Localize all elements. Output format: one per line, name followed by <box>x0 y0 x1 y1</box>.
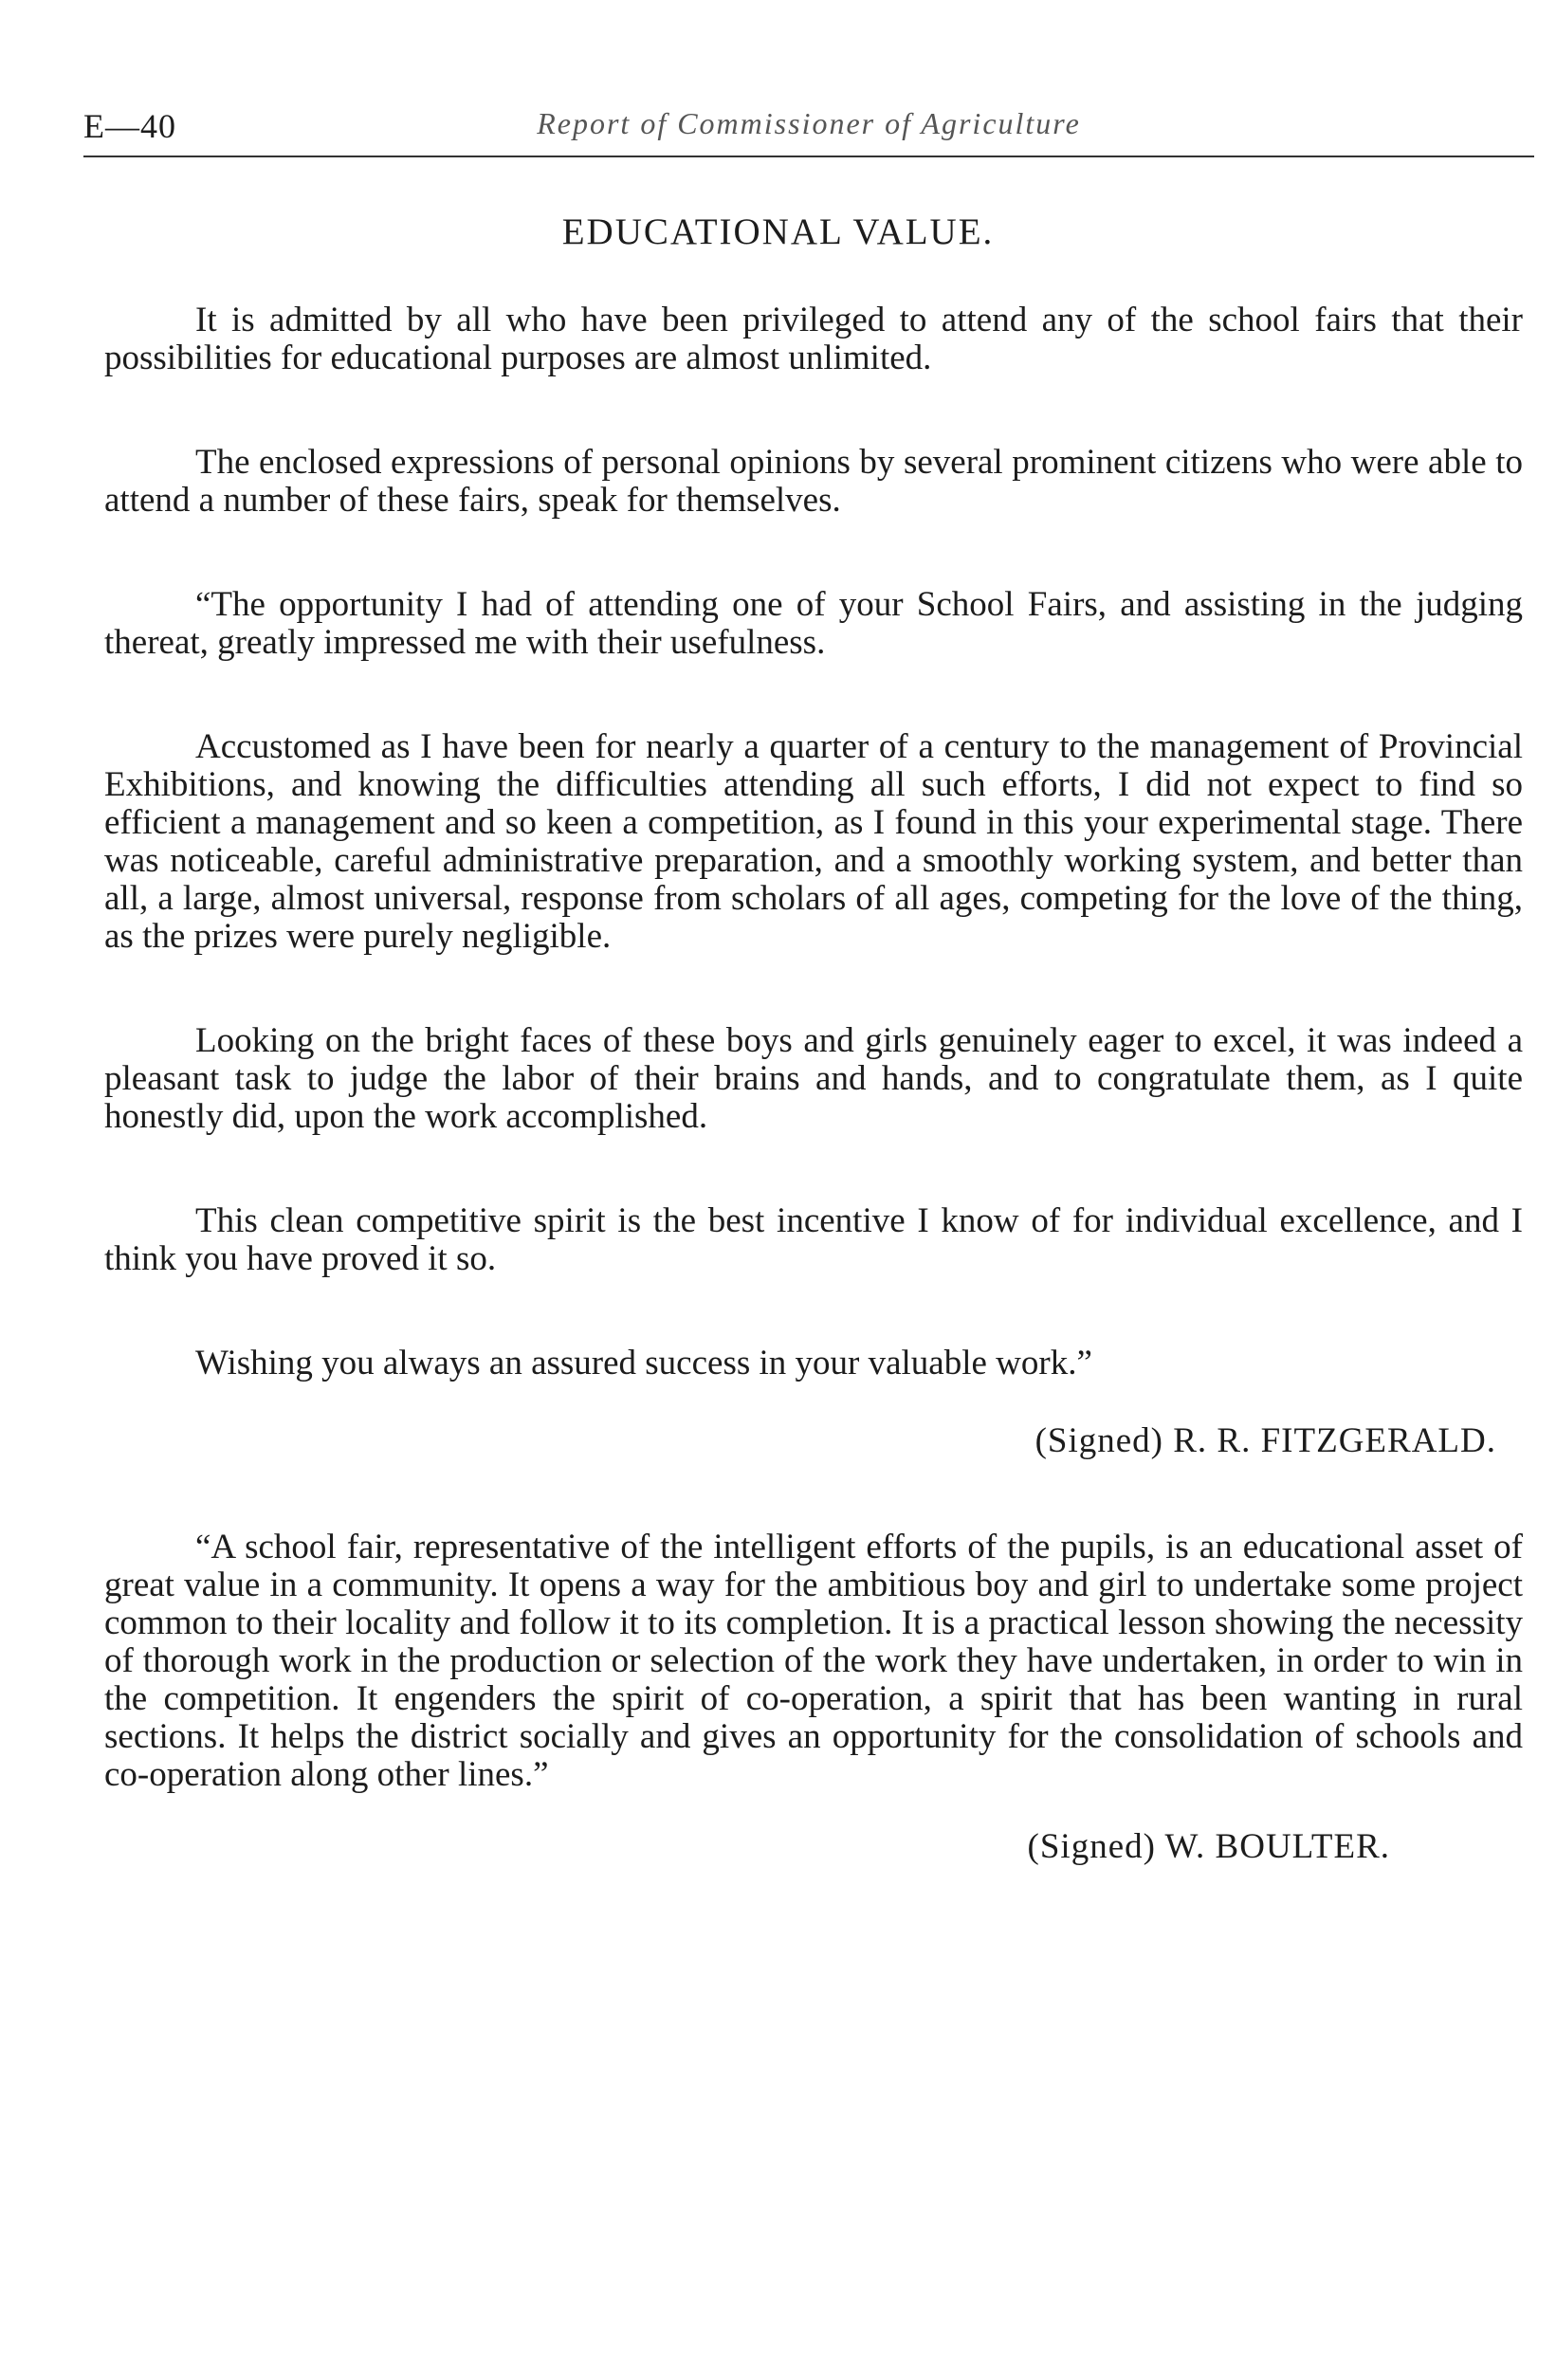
section-title: EDUCATIONAL VALUE. <box>561 211 995 252</box>
paragraph-enclosed-opinions: The enclosed expressions of personal opinions by several prominent citizens who were able to attend a number of these fairs, speak for themselves. <box>104 443 1523 520</box>
quote-fitzgerald-paragraph-1: “The opportunity I had of attending one of your School Fairs, and assisting in the judging thereat, greatly impressed me with their usefulness. <box>104 585 1523 662</box>
paragraph-intro: It is admitted by all who have been privileged to attend any of the school fairs that their possibilities for educational purposes are almost unlimited. <box>104 301 1523 377</box>
page-number: E—40 <box>83 107 176 145</box>
page-header <box>83 106 1534 154</box>
running-title: Report of Commissioner of Agriculture <box>537 106 1081 140</box>
signature-fitzgerald: (Signed) R. R. FITZGERALD. <box>1034 1421 1496 1460</box>
quote-fitzgerald-paragraph-5: Wishing you always an assured success in your valuable work.” <box>195 1344 1092 1382</box>
quote-fitzgerald-paragraph-4: This clean competitive spirit is the best incentive I know of for individual excellence, and I think you have proved it so. <box>104 1201 1523 1278</box>
quote-fitzgerald-paragraph-2: Accustomed as I have been for nearly a quarter of a century to the management of Provincial Exhibitions, and knowing the difficulties attending all such efforts, I did not expect to find so efficient a management and so keen a competition, as I found in this your experimental stage. There was noticeable, careful administrative preparation, and a smoothly working system, and better than all, a large, almost universal, response from scholars of all ages, competing for the love of the thing, as the prizes were purely negligible. <box>104 727 1523 956</box>
quote-boulter: “A school fair, representative of the intelligent efforts of the pupils, is an educational asset of great value in a community. It opens a way for the ambitious boy and girl to undertake some project common to their locality and follow it to its completion. It is a practical lesson showing the necessity of thorough work in the production or selection of the work they have undertaken, in order to win in the competition. It engenders the spirit of co-operation, a spirit that has been wanting in rural sections. It helps the district socially and gives an opportunity for the consolidation of schools and co-operation along other lines.” <box>104 1528 1523 1794</box>
signature-boulter: (Signed) W. BOULTER. <box>1027 1827 1390 1866</box>
quote-fitzgerald-paragraph-3: Looking on the bright faces of these boys and girls genuinely eager to excel, it was indeed a pleasant task to judge the labor of their brains and hands, and to congratulate them, as I quite honestly did, upon the work accomplished. <box>104 1021 1523 1136</box>
header-rule <box>83 156 1534 157</box>
body-text <box>104 302 1523 1934</box>
